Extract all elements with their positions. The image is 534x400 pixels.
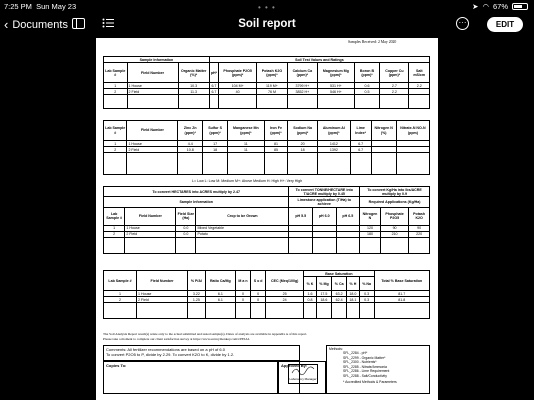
cell: 2.2	[409, 83, 430, 89]
cell: 1.25	[187, 297, 205, 303]
cell: 62.4	[332, 297, 347, 303]
cell: 119 M+	[257, 83, 287, 89]
group-header: Base Saturation	[304, 271, 374, 277]
column-header: Phosphate P2O5 (ppm)*	[219, 63, 257, 83]
column-header: Sulfur S (ppm)*	[202, 121, 227, 141]
column-header: pH 6.5	[336, 207, 360, 225]
cell: 0	[251, 297, 266, 303]
cell: 1	[104, 291, 137, 297]
survey-link[interactable]: Please take a moment to complete our client satisfaction survey at https://www.surveymonkey.com/r/PEIAL	[103, 337, 250, 341]
cell: 2	[104, 147, 127, 153]
cell: 20	[288, 141, 317, 147]
group-header: Soil Test Values and Ratings	[209, 57, 429, 63]
cell: 2	[104, 89, 128, 95]
approved-label: Approved By:	[281, 363, 308, 368]
cell: 81.7	[374, 291, 429, 297]
cell: 0	[251, 291, 266, 297]
column-header: Field Number	[136, 271, 187, 291]
column-header: pH 6.0	[312, 207, 336, 225]
signature-icon	[289, 365, 317, 376]
seal-text: Laboratory Manager	[289, 377, 317, 381]
cell: 2.2	[380, 89, 409, 95]
cell: 2	[104, 231, 125, 237]
cell: 0.3	[359, 297, 374, 303]
column-header: Field Number	[127, 63, 178, 83]
samples-received: Samples Received: 2 May 2020	[348, 40, 397, 44]
method-item: SFL_2286 - Lime Requirement	[343, 369, 390, 374]
column-header: Magnesium Mg (ppm)*	[318, 63, 355, 83]
column-header: Phosphate P2O5	[380, 207, 408, 225]
cell: 0.5	[354, 89, 380, 95]
column-header: M a n	[235, 271, 250, 291]
conversion-note: To convert TONNE/HECTARE into T/ACRE multiply by 0.45	[289, 187, 360, 197]
methods-note: * Accredited Methods & Parameters	[343, 379, 397, 384]
column-header: Lab Sample #	[104, 63, 128, 83]
column-header: S o d	[251, 271, 266, 291]
cell: 85	[264, 147, 288, 153]
cell: 1 House	[127, 83, 178, 89]
column-header: Nitrate-N NO-N (ppm)	[396, 121, 429, 141]
column-header: Manganese Mn (ppm)*	[228, 121, 264, 141]
cell: 2 Field	[136, 297, 187, 303]
cell: 0.6	[354, 83, 380, 89]
battery-icon	[512, 3, 528, 10]
status-time-date	[4, 2, 76, 11]
column-header: Sodium Na (ppm)*	[288, 121, 317, 141]
cell: 6.7	[209, 83, 218, 89]
battery-percent: 67%	[492, 2, 508, 11]
status-date: Sun May 23	[36, 2, 77, 11]
cell: 0.0	[176, 231, 196, 237]
cell: 1 House	[125, 225, 176, 231]
column-header: Field Number	[125, 207, 176, 225]
cell: 11.3	[178, 89, 209, 95]
cell: 11	[228, 141, 264, 147]
cell: 1	[104, 141, 127, 147]
soil-test-table-2	[103, 120, 430, 175]
comments-text: All fertilizer recommendations are based on a pH of 6.0	[127, 347, 225, 352]
column-header: pH*	[209, 63, 218, 83]
conversion-note: To convert HECTARES into ACRES multiply by 2.47	[104, 187, 289, 197]
column-header: Nitrogen N	[360, 207, 381, 225]
cell: 11	[228, 147, 264, 153]
method-item: SFL_2285 - Nitrate/Ammonia	[343, 364, 387, 369]
base-saturation-table	[103, 270, 430, 319]
cell: Mixed Vegetable	[196, 225, 289, 231]
column-header: Boron B (ppm)*	[354, 63, 380, 83]
cell: 2 Field	[127, 89, 178, 95]
group-header: Limestone application (T/Ha) to achieve	[289, 197, 360, 207]
column-header: pH 5.5	[289, 207, 313, 225]
cell: 4.4	[178, 141, 203, 147]
column-header: Zinc Zn (ppm)*	[178, 121, 203, 141]
cell: 1.6	[304, 291, 316, 297]
edit-button[interactable]: EDIT	[487, 17, 523, 32]
cell: 90	[380, 225, 408, 231]
column-header: % Na	[359, 277, 374, 291]
column-header: Aluminum Al (ppm)*	[317, 121, 350, 141]
cell: 1412	[317, 141, 350, 147]
more-options-icon[interactable]: ···	[456, 17, 469, 30]
column-header: Crop to be Grown	[196, 207, 289, 225]
copies-label: Copies To:	[106, 363, 127, 368]
comments-label: Comments:	[106, 347, 127, 352]
cell: 18	[202, 147, 227, 153]
column-header: Ratio Ca/Mg	[205, 271, 235, 291]
column-header: CEC (Meq/100g)	[266, 271, 304, 291]
column-header: Calcium Ca (ppm)*	[287, 63, 317, 83]
cell: 0.0	[176, 225, 196, 231]
cell: 0.8	[304, 297, 316, 303]
cell: 6.1	[205, 297, 235, 303]
column-header: % Mg	[316, 277, 332, 291]
column-header: % K	[304, 277, 316, 291]
cell: 3799 H+	[287, 83, 317, 89]
list-icon[interactable]	[102, 18, 114, 28]
navigation-bar	[0, 14, 534, 36]
cell: Potato	[196, 231, 289, 237]
cell: 18.6	[316, 297, 332, 303]
cell: 1392	[317, 147, 350, 153]
column-header: Salt mS/cm	[409, 63, 430, 83]
cell: 17.5	[316, 291, 332, 297]
status-right	[472, 2, 528, 11]
column-header: Nitrogen N (%)	[371, 121, 396, 141]
cell: 120	[360, 225, 381, 231]
cell: 40	[219, 89, 257, 95]
column-header: Lab Sample #	[104, 121, 127, 141]
conversion-note: To convert Kg/Ha into lbs/ACRE multiply by 0.9	[360, 187, 430, 197]
column-header: % Ca	[332, 277, 347, 291]
cell: 24	[266, 297, 304, 303]
cell: 1	[104, 225, 125, 231]
cell: 210	[380, 231, 408, 237]
cell: 18.1	[347, 297, 360, 303]
cell: 81	[264, 141, 288, 147]
rating-key: L= Low L: Low M: Medium M+: Above Medium H: High H+: Very High	[192, 179, 303, 183]
copies-box	[103, 361, 278, 394]
multitask-dots-icon[interactable]: • • •	[258, 3, 276, 12]
cell: 90	[409, 225, 430, 231]
cell: 18.0	[347, 291, 360, 297]
comments-box	[103, 345, 300, 361]
document-page	[96, 38, 438, 400]
method-item: SFL_2288 - Salt/Conductivity	[343, 373, 387, 378]
cell: 10.3	[178, 83, 209, 89]
column-header: Field Size (Ha)	[176, 207, 196, 225]
cell: 2 Field	[127, 147, 178, 153]
chevron-left-icon: ‹	[4, 17, 9, 32]
methods-label: Methods:	[329, 347, 343, 351]
group-header: Sample Information	[104, 57, 210, 63]
cell: 0	[235, 297, 250, 303]
group-header: Sample Information	[104, 197, 289, 207]
cell: 17	[202, 141, 227, 147]
cell: 2	[104, 297, 137, 303]
column-header: Lab Sample #	[104, 271, 137, 291]
group-header: Required Applications (Kg/Ha)	[360, 197, 430, 207]
cell: 546 H+	[318, 89, 355, 95]
column-header: Copper Cu (ppm)*	[380, 63, 409, 83]
cell: 81.8	[374, 297, 429, 303]
status-time: 7:25 PM	[4, 2, 32, 11]
methods-list	[329, 351, 427, 378]
cell: 180	[360, 231, 381, 237]
column-header: Iron Fe (ppm)*	[264, 121, 288, 141]
cell: 2.7	[380, 83, 409, 89]
back-label: Documents	[12, 18, 68, 31]
cell: 25	[266, 291, 304, 297]
column-header: Field Number	[127, 121, 178, 141]
cell: 6.7	[350, 141, 371, 147]
column-header: Potash K2O (ppm)*	[257, 63, 287, 83]
location-icon: ➤	[472, 2, 479, 11]
column-header: % H	[347, 277, 360, 291]
cell: 6.1	[205, 291, 235, 297]
lab-seal	[288, 364, 318, 384]
column-header: Organic Matter (%)*	[178, 63, 209, 83]
sidebar-toggle-icon[interactable]	[72, 18, 85, 29]
cell: 3852 H+	[287, 89, 317, 95]
cell: 220	[409, 231, 430, 237]
cell: 1	[104, 83, 128, 89]
soil-test-table-1	[103, 56, 430, 109]
cell: 18	[288, 147, 317, 153]
column-header: Lime Index*	[350, 121, 371, 141]
column-header: % P/Al	[187, 271, 205, 291]
column-header: Lab Sample #	[104, 207, 125, 225]
back-button[interactable]	[4, 17, 68, 32]
cell: 3.22	[187, 291, 205, 297]
method-item: SFL_2299 - Organic Matter*	[343, 355, 386, 360]
cell: 6.7	[350, 147, 371, 153]
method-item: SFL_2300 - Nutrients*	[343, 360, 377, 365]
column-header: Total % Base Saturation	[374, 271, 429, 291]
comments-text: To convert P2O5 to P, divide by 2.29. To convert K2O to K, divide by 1.2.	[106, 352, 235, 357]
page-title: Soil report	[238, 18, 296, 30]
cell: 1 House	[136, 291, 187, 297]
cell: 63.2	[332, 291, 347, 297]
cell: 2 Field	[125, 231, 176, 237]
cell: 6.7	[209, 89, 218, 95]
cell: 0.3	[359, 291, 374, 297]
cell: 1 House	[127, 141, 178, 147]
cell: 76 M	[257, 89, 287, 95]
cell: 104 M+	[219, 83, 257, 89]
cell: 531 H+	[318, 83, 355, 89]
cell: 10.8	[178, 147, 203, 153]
recommendations-table	[103, 186, 430, 254]
cell: 0	[235, 291, 250, 297]
footnote: The Soil Analysis Report result(s) relate only to the actual submitted and tested sample(s). Dates of analysis are available in Appendix A of this report.	[103, 332, 308, 336]
wifi-icon: ◠	[482, 2, 489, 11]
method-item: SFL_2284 - pH*	[343, 351, 368, 356]
methods-box	[326, 345, 430, 394]
column-header: Potash K2O	[409, 207, 430, 225]
